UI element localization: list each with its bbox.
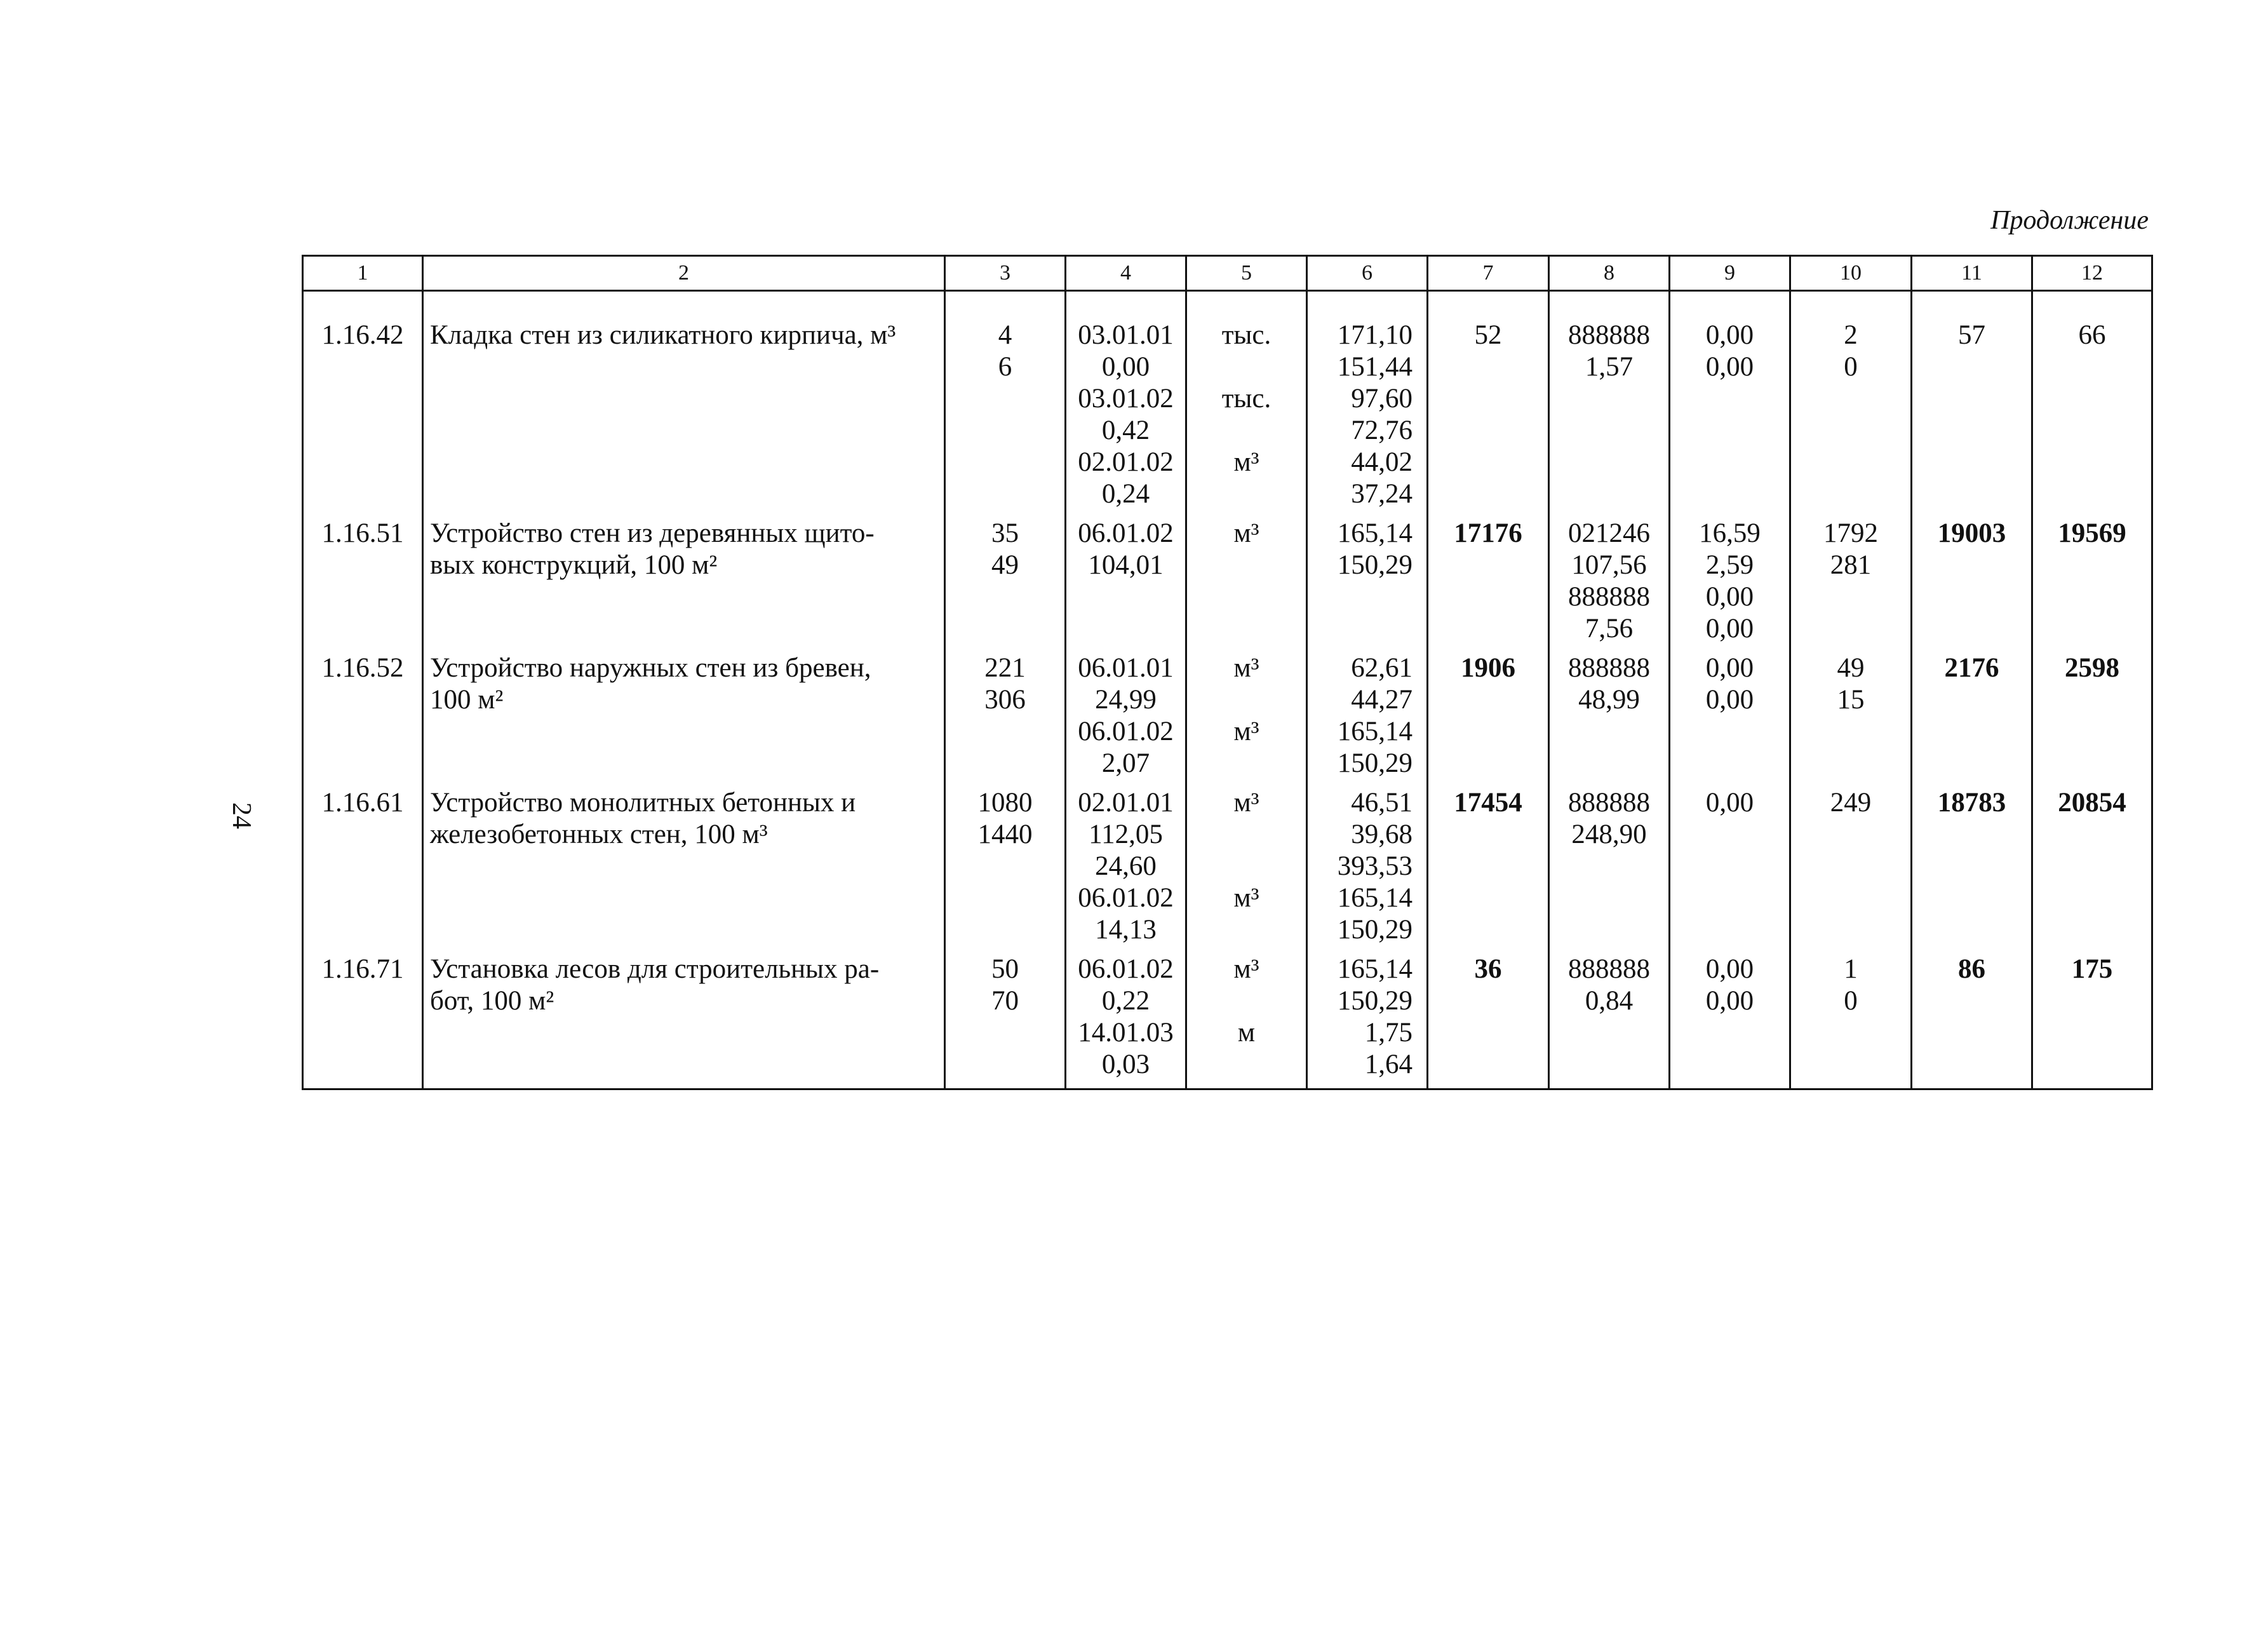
col3-value: 221 xyxy=(984,653,1026,683)
col12-value-cell xyxy=(2032,518,2152,652)
unit: м³ xyxy=(1233,447,1259,477)
col3-value: 70 xyxy=(991,986,1019,1016)
table-row xyxy=(303,518,2152,652)
col9-value: 0,00 xyxy=(1705,788,1754,818)
col9-value: 0,00 xyxy=(1705,582,1754,612)
item-description-cell xyxy=(423,291,945,518)
col12-value-cell xyxy=(2032,954,2152,1089)
resource-code: 0,00 xyxy=(1101,352,1150,382)
col11-value-cell xyxy=(1912,291,2032,518)
col11-value-cell xyxy=(1912,518,2032,652)
item-code: 1.16.52 xyxy=(321,653,404,683)
col12-value: 175 xyxy=(2071,954,2113,984)
col9-value-cell xyxy=(1670,291,1790,518)
unit xyxy=(1187,914,1306,946)
col9-value: 0,00 xyxy=(1705,352,1754,382)
col11-value-cell xyxy=(1912,652,2032,787)
price-value-cell xyxy=(1307,291,1428,518)
unit xyxy=(1187,1049,1306,1081)
column-header: 9 xyxy=(1670,256,1790,291)
col10-value: 1 xyxy=(1844,954,1858,984)
price-value-cell xyxy=(1307,787,1428,954)
price-value: 393,53 xyxy=(1337,851,1412,881)
col9-value-cell xyxy=(1670,518,1790,652)
price-value: 97,60 xyxy=(1351,384,1412,414)
unit xyxy=(1187,748,1306,779)
column-header: 4 xyxy=(1066,256,1186,291)
unit-cell xyxy=(1186,291,1307,518)
item-code-cell xyxy=(303,787,423,954)
col8-value-cell xyxy=(1549,291,1670,518)
col10-value: 0 xyxy=(1844,986,1858,1016)
col9-value: 0,00 xyxy=(1705,614,1754,644)
col9-value-cell xyxy=(1670,787,1790,954)
item-code-cell xyxy=(303,291,423,518)
col8-value: 248,90 xyxy=(1571,819,1647,849)
col10-value: 49 xyxy=(1837,653,1865,683)
unit: м³ xyxy=(1233,788,1259,818)
col10-value-cell xyxy=(1790,787,1912,954)
table-row xyxy=(303,954,2152,1089)
col12-value-cell xyxy=(2032,652,2152,787)
price-value: 39,68 xyxy=(1351,819,1412,849)
unit-cell xyxy=(1186,787,1307,954)
col10-value: 0 xyxy=(1844,352,1858,382)
col3-value: 49 xyxy=(991,550,1019,580)
continuation-label: Продолжение xyxy=(1990,206,2149,235)
col10-value: 281 xyxy=(1830,550,1872,580)
col11-value: 57 xyxy=(1958,320,1985,350)
table-row xyxy=(303,787,2152,954)
col10-value-cell xyxy=(1790,291,1912,518)
resource-code: 06.01.01 xyxy=(1078,653,1174,683)
price-value: 1,64 xyxy=(1364,1049,1412,1079)
price-value: 44,02 xyxy=(1351,447,1412,477)
col7-value: 1906 xyxy=(1461,653,1515,683)
col10-value: 15 xyxy=(1837,685,1865,715)
col8-value: 48,99 xyxy=(1578,685,1640,715)
unit: м³ xyxy=(1233,518,1259,548)
price-value-cell xyxy=(1307,652,1428,787)
col11-value: 19003 xyxy=(1937,518,2006,548)
item-description-cell xyxy=(423,787,945,954)
col9-value: 0,00 xyxy=(1705,320,1754,350)
column-header: 6 xyxy=(1307,256,1428,291)
item-description-cell xyxy=(423,954,945,1089)
unit xyxy=(1187,478,1306,510)
price-value-cell xyxy=(1307,518,1428,652)
col7-value-cell xyxy=(1428,787,1549,954)
item-description: Устройство монолитных бетонных и xyxy=(430,788,856,818)
unit-cell xyxy=(1186,954,1307,1089)
estimate-table xyxy=(302,255,2153,1090)
item-description: вых конструкций, 100 м² xyxy=(430,550,718,580)
unit: тыс. xyxy=(1221,320,1272,350)
unit-cell xyxy=(1186,518,1307,652)
price-value: 171,10 xyxy=(1337,320,1412,350)
resource-code: 104,01 xyxy=(1088,550,1164,580)
col8-value: 888888 xyxy=(1568,788,1650,818)
resource-code: 24,60 xyxy=(1095,851,1157,881)
unit-cell xyxy=(1186,652,1307,787)
item-code: 1.16.42 xyxy=(321,320,404,350)
col7-value-cell xyxy=(1428,652,1549,787)
resource-code: 06.01.02 xyxy=(1078,883,1174,913)
resource-code-cell xyxy=(1066,787,1186,954)
col9-value: 0,00 xyxy=(1705,653,1754,683)
resource-code: 02.01.01 xyxy=(1078,788,1174,818)
col12-value-cell xyxy=(2032,291,2152,518)
resource-code-cell xyxy=(1066,652,1186,787)
resource-code: 03.01.02 xyxy=(1078,384,1174,414)
col8-value-cell xyxy=(1549,954,1670,1089)
resource-code: 2,07 xyxy=(1101,748,1150,778)
resource-code: 06.01.02 xyxy=(1078,518,1174,548)
resource-code: 06.01.02 xyxy=(1078,717,1174,746)
resource-code: 0,42 xyxy=(1101,415,1150,445)
col7-value: 17176 xyxy=(1454,518,1522,548)
col8-value-cell xyxy=(1549,787,1670,954)
price-value: 150,29 xyxy=(1337,550,1412,580)
price-value: 165,14 xyxy=(1337,518,1412,548)
page-number: 24 xyxy=(227,802,256,829)
unit xyxy=(1187,985,1306,1017)
unit xyxy=(1187,819,1306,851)
table-row xyxy=(303,652,2152,787)
col3-value-cell xyxy=(945,787,1066,954)
item-description: железобетонных стен, 100 м³ xyxy=(430,819,768,849)
column-header: 11 xyxy=(1912,256,2032,291)
col12-value: 2598 xyxy=(2065,653,2119,683)
column-header: 1 xyxy=(303,256,423,291)
col9-value-cell xyxy=(1670,652,1790,787)
resource-code: 02.01.02 xyxy=(1078,447,1174,477)
resource-code: 14,13 xyxy=(1095,915,1157,945)
col8-value: 021246 xyxy=(1568,518,1650,548)
unit: тыс. xyxy=(1221,384,1272,414)
item-code-cell xyxy=(303,652,423,787)
unit: м xyxy=(1237,1018,1256,1048)
column-header: 12 xyxy=(2032,256,2152,291)
col9-value: 0,00 xyxy=(1705,685,1754,715)
col7-value-cell xyxy=(1428,518,1549,652)
resource-code-cell xyxy=(1066,291,1186,518)
item-code: 1.16.51 xyxy=(321,518,404,548)
col7-value-cell xyxy=(1428,954,1549,1089)
unit: м³ xyxy=(1233,717,1259,746)
price-value: 1,75 xyxy=(1364,1018,1412,1048)
price-value: 151,44 xyxy=(1337,352,1412,382)
col3-value: 4 xyxy=(998,320,1012,350)
column-header: 2 xyxy=(423,256,945,291)
col8-value: 888888 xyxy=(1568,653,1650,683)
unit xyxy=(1187,351,1306,383)
price-value: 165,14 xyxy=(1337,883,1412,913)
price-value: 62,61 xyxy=(1351,653,1412,683)
col9-value: 2,59 xyxy=(1705,550,1754,580)
table-row xyxy=(303,291,2152,518)
resource-code-cell xyxy=(1066,518,1186,652)
resource-code: 24,99 xyxy=(1095,685,1157,715)
price-value: 150,29 xyxy=(1337,986,1412,1016)
col12-value-cell xyxy=(2032,787,2152,954)
col9-value: 0,00 xyxy=(1705,954,1754,984)
col10-value-cell xyxy=(1790,954,1912,1089)
col3-value: 306 xyxy=(984,685,1026,715)
unit xyxy=(1187,415,1306,447)
item-code-cell xyxy=(303,954,423,1089)
unit xyxy=(1187,684,1306,716)
col11-value-cell xyxy=(1912,954,2032,1089)
item-description: Установка лесов для строительных ра- xyxy=(430,954,880,984)
price-value: 150,29 xyxy=(1337,915,1412,945)
item-description-cell xyxy=(423,652,945,787)
col10-value-cell xyxy=(1790,518,1912,652)
col3-value: 6 xyxy=(998,352,1012,382)
price-value: 72,76 xyxy=(1351,415,1412,445)
unit xyxy=(1187,851,1306,882)
item-code-cell xyxy=(303,518,423,652)
col3-value-cell xyxy=(945,652,1066,787)
col7-value-cell xyxy=(1428,291,1549,518)
col7-value: 17454 xyxy=(1454,788,1522,818)
column-header: 8 xyxy=(1549,256,1670,291)
col12-value: 66 xyxy=(2078,320,2106,350)
unit: м³ xyxy=(1233,954,1259,984)
col3-value-cell xyxy=(945,291,1066,518)
resource-code: 112,05 xyxy=(1089,819,1163,849)
header-row xyxy=(303,256,2152,291)
resource-code: 14.01.03 xyxy=(1078,1018,1174,1048)
item-description: 100 м² xyxy=(430,685,504,715)
price-value: 165,14 xyxy=(1337,954,1412,984)
col8-value: 7,56 xyxy=(1585,614,1634,644)
resource-code: 0,03 xyxy=(1101,1049,1150,1079)
price-value: 46,51 xyxy=(1351,788,1412,818)
col12-value: 19569 xyxy=(2058,518,2126,548)
col3-value: 1440 xyxy=(977,819,1033,849)
col10-value: 1792 xyxy=(1823,518,1878,548)
col10-value: 249 xyxy=(1830,788,1872,818)
price-value: 44,27 xyxy=(1351,685,1412,715)
col11-value: 18783 xyxy=(1937,788,2006,818)
col3-value-cell xyxy=(945,518,1066,652)
resource-code-cell xyxy=(1066,954,1186,1089)
price-value: 37,24 xyxy=(1351,479,1412,509)
col9-value: 0,00 xyxy=(1705,986,1754,1016)
unit: м³ xyxy=(1233,883,1259,913)
col7-value: 52 xyxy=(1474,320,1502,350)
col3-value: 1080 xyxy=(977,788,1033,818)
item-code: 1.16.61 xyxy=(321,788,404,818)
col8-value-cell xyxy=(1549,518,1670,652)
col8-value: 107,56 xyxy=(1571,550,1647,580)
col11-value-cell xyxy=(1912,787,2032,954)
resource-code: 03.01.01 xyxy=(1078,320,1174,350)
resource-code: 0,24 xyxy=(1101,479,1150,509)
col7-value: 36 xyxy=(1474,954,1502,984)
column-header: 3 xyxy=(945,256,1066,291)
column-header: 10 xyxy=(1790,256,1912,291)
column-header: 5 xyxy=(1186,256,1307,291)
price-value-cell xyxy=(1307,954,1428,1089)
col10-value: 2 xyxy=(1844,320,1858,350)
col8-value: 888888 xyxy=(1568,954,1650,984)
col9-value: 16,59 xyxy=(1699,518,1761,548)
col8-value: 0,84 xyxy=(1585,986,1634,1016)
unit: м³ xyxy=(1233,653,1259,683)
col8-value: 888888 xyxy=(1568,582,1650,612)
col10-value-cell xyxy=(1790,652,1912,787)
column-header: 7 xyxy=(1428,256,1549,291)
item-description-cell xyxy=(423,518,945,652)
price-value: 150,29 xyxy=(1337,748,1412,778)
item-description: бот, 100 м² xyxy=(430,986,554,1016)
col11-value: 2176 xyxy=(1944,653,1999,683)
col12-value: 20854 xyxy=(2058,788,2126,818)
col11-value: 86 xyxy=(1958,954,1985,984)
col3-value: 35 xyxy=(991,518,1019,548)
item-description: Устройство стен из деревянных щито- xyxy=(430,518,875,548)
item-code: 1.16.71 xyxy=(321,954,404,984)
resource-code: 06.01.02 xyxy=(1078,954,1174,984)
item-description: Кладка стен из силикатного кирпича, м³ xyxy=(430,320,896,350)
resource-code: 0,22 xyxy=(1101,986,1150,1016)
col8-value-cell xyxy=(1549,652,1670,787)
item-description: Устройство наружных стен из бревен, xyxy=(430,653,871,683)
col8-value: 888888 xyxy=(1568,320,1650,350)
col3-value-cell xyxy=(945,954,1066,1089)
price-value: 165,14 xyxy=(1337,717,1412,746)
col3-value: 50 xyxy=(991,954,1019,984)
col9-value-cell xyxy=(1670,954,1790,1089)
col8-value: 1,57 xyxy=(1585,352,1634,382)
